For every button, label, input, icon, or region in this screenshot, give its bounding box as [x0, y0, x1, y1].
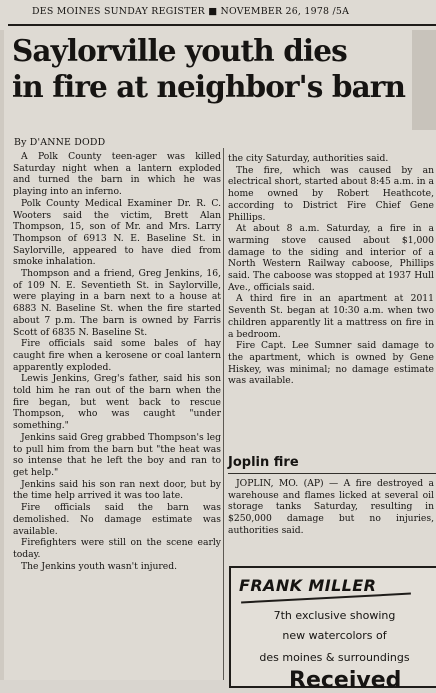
- article-column-1: [13, 151, 221, 572]
- paragraph: The fire, which was caused by an electrical short, started about 8:45 a.m. in a home owned by Robert Heathcote, according to District Fire Chief Gene Phillips.: [228, 164, 434, 223]
- headline-line-2: in fire at neighbor's barn: [12, 69, 405, 104]
- headline: [12, 33, 407, 105]
- column-divider: [223, 148, 224, 680]
- paragraph: Firefighters were still on the scene early today.: [13, 537, 221, 560]
- headline-line-1: Saylorville youth dies: [12, 33, 347, 68]
- page-fold-edge: [0, 30, 4, 680]
- joplin-rule: [228, 473, 436, 474]
- paragraph: Thompson and a friend, Greg Jenkins, 16, of 109 N. E. Seventieth St. in Saylorville, were playing in a barn next to a house at 6883 N. Baseline St. when the fire started about 7 p.m. The barn is owned by Farris Scott of 6835 N. Baseline St.: [13, 268, 221, 338]
- ad-line-4: Received: [289, 668, 402, 693]
- paragraph: Fire officials said the barn was demolished. No damage estimate was available.: [13, 502, 221, 537]
- paragraph: Fire Capt. Lee Sumner said damage to the apartment, which is owned by Gene Hiskey, was minimal; no damage estimate was available.: [228, 340, 434, 387]
- paragraph: JOPLIN, MO. (AP) — A fire destroyed a warehouse and flames licked at several oil storage tanks Saturday, resulting in $250,000 damage but no injuries, authorities said.: [228, 478, 434, 536]
- ad-logo: FRANK MILLER: [239, 576, 377, 595]
- byline: By D'ANNE DODD: [14, 137, 106, 148]
- paragraph: Fire officials said some bales of hay caught fire when a kerosene or coal lantern apparently exploded.: [13, 338, 221, 373]
- paragraph: The Jenkins youth wasn't injured.: [21, 560, 178, 572]
- ad-line-1: 7th exclusive showing: [273, 609, 396, 622]
- joplin-heading: Joplin fire: [228, 455, 299, 470]
- adjacent-article-edge: [412, 30, 436, 130]
- ad-line-2: new watercolors of: [282, 629, 387, 642]
- paragraph: Polk County Medical Examiner Dr. R. C. Wooters said the victim, Brett Alan Thompson, 15, son of Mr. and Mrs. Larry Thompson of 6913 N. E. Baseline St. in Saylorville, appeared to have died from smoke inhalation.: [13, 197, 221, 268]
- gallery-advertisement: [229, 566, 436, 693]
- masthead: DES MOINES SUNDAY REGISTER ■ NOVEMBER 26, 1978 /5A: [32, 6, 350, 17]
- paragraph: At about 8 a.m. Saturday, a fire in a warming stove caused about $1,000 damage to the siding and interior of a North Western Railway caboose, Phillips said. The caboose was stopped at 1937 Hull Ave., officials said.: [228, 223, 434, 293]
- joplin-article: [228, 478, 434, 537]
- paragraph: Jenkins said his son ran next door, but by the time help arrived it was too late.: [13, 478, 221, 502]
- article-column-2: [228, 153, 434, 387]
- paragraph: A Polk County teen-ager was killed Saturday night when a lantern exploded and turned the barn in which he was playing into an inferno.: [13, 151, 221, 198]
- ad-line-3: des moines & surroundings: [259, 651, 410, 664]
- paragraph: A third fire in an apartment at 2011 Seventh St. began at 10:30 a.m. when two children apparently lit a mattress on fire in a bedroom.: [228, 293, 434, 340]
- masthead-rule: [8, 24, 436, 26]
- paragraph: Lewis Jenkins, Greg's father, said his son told him he ran out of the barn when the fire began, but went back to rescue Thompson, who was caught "under something.": [13, 373, 221, 432]
- paragraph: Jenkins said Greg grabbed Thompson's leg to pull him from the barn but "the heat was so intense that he left the boy and ran to get help.": [13, 431, 221, 478]
- paragraph: the city Saturday, authorities said.: [228, 153, 389, 164]
